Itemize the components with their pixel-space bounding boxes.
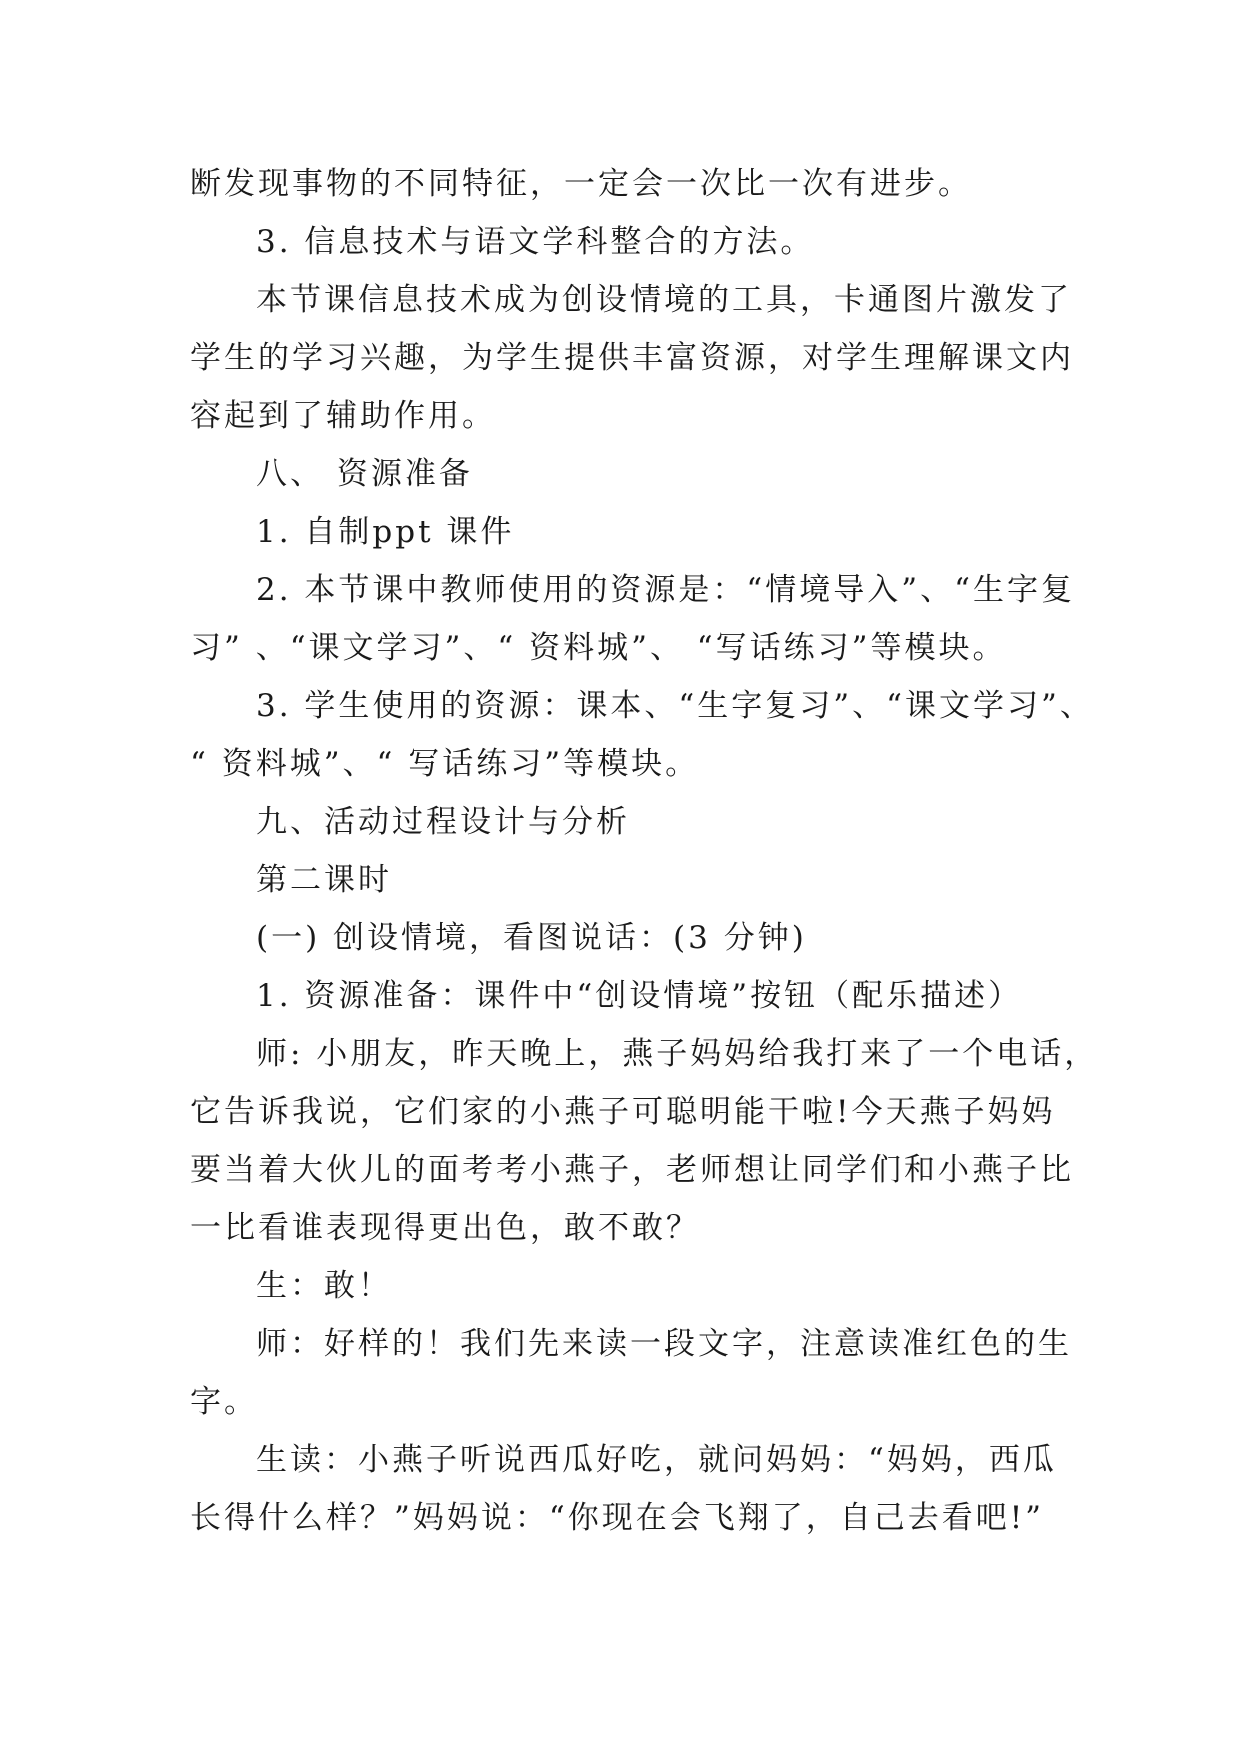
- paragraph-line: 师: 小朋友，昨天晚上，燕子妈妈给我打来了一个电话，: [256, 1036, 1099, 1072]
- paragraph-line: 3. 信息技术与语文学科整合的方法。: [256, 224, 815, 260]
- paragraph-line: 3. 学生使用的资源：课本、“生字复习”、“课文学习”、: [256, 688, 1094, 724]
- paragraph-line: 2. 本节课中教师使用的资源是：“情境导入”、“生字复: [256, 572, 1075, 608]
- paragraph-line: (一) 创设情境，看图说话：(3 分钟): [256, 920, 807, 956]
- paragraph-line: 生：敢！: [256, 1268, 392, 1304]
- paragraph-line: 容起到了辅助作用。: [190, 398, 496, 434]
- paragraph-line: 师：好样的！我们先来读一段文字，注意读准红色的生: [256, 1326, 1072, 1362]
- paragraph-line: 习” 、“课文学习”、“ 资料城”、 “写话练习”等模块。: [190, 630, 1007, 666]
- paragraph-line: 要当着大伙儿的面考考小燕子，老师想让同学们和小燕子比: [190, 1152, 1074, 1188]
- paragraph-line: 它告诉我说，它们家的小燕子可聪明能干啦!今天燕子妈妈: [190, 1094, 1056, 1130]
- section-heading: 八、 资源准备: [256, 456, 473, 492]
- paragraph-line: 本节课信息技术成为创设情境的工具，卡通图片激发了: [256, 282, 1072, 318]
- section-heading: 九、活动过程设计与分析: [256, 804, 630, 840]
- paragraph-line: 长得什么样？”妈妈说：“你现在会飞翔了，自己去看吧!”: [190, 1500, 1044, 1536]
- paragraph-line: 1. 自制ppt 课件: [256, 514, 515, 550]
- paragraph-line: 断发现事物的不同特征，一定会一次比一次有进步。: [190, 166, 972, 202]
- subsection-heading: 第二课时: [256, 862, 392, 898]
- paragraph-line: 字。: [190, 1384, 258, 1420]
- paragraph-line: 1. 资源准备：课件中“创设情境”按钮（配乐描述）: [256, 978, 1023, 1014]
- paragraph-line: 学生的学习兴趣，为学生提供丰富资源，对学生理解课文内: [190, 340, 1074, 376]
- body-text: [190, 155, 1099, 1547]
- paragraph-line: 一比看谁表现得更出色，敢不敢？: [190, 1210, 700, 1246]
- paragraph-line: “ 资料城”、“ 写话练习”等模块。: [190, 746, 700, 782]
- paragraph-line: 生读：小燕子听说西瓜好吃，就问妈妈：“妈妈，西瓜: [256, 1442, 1057, 1478]
